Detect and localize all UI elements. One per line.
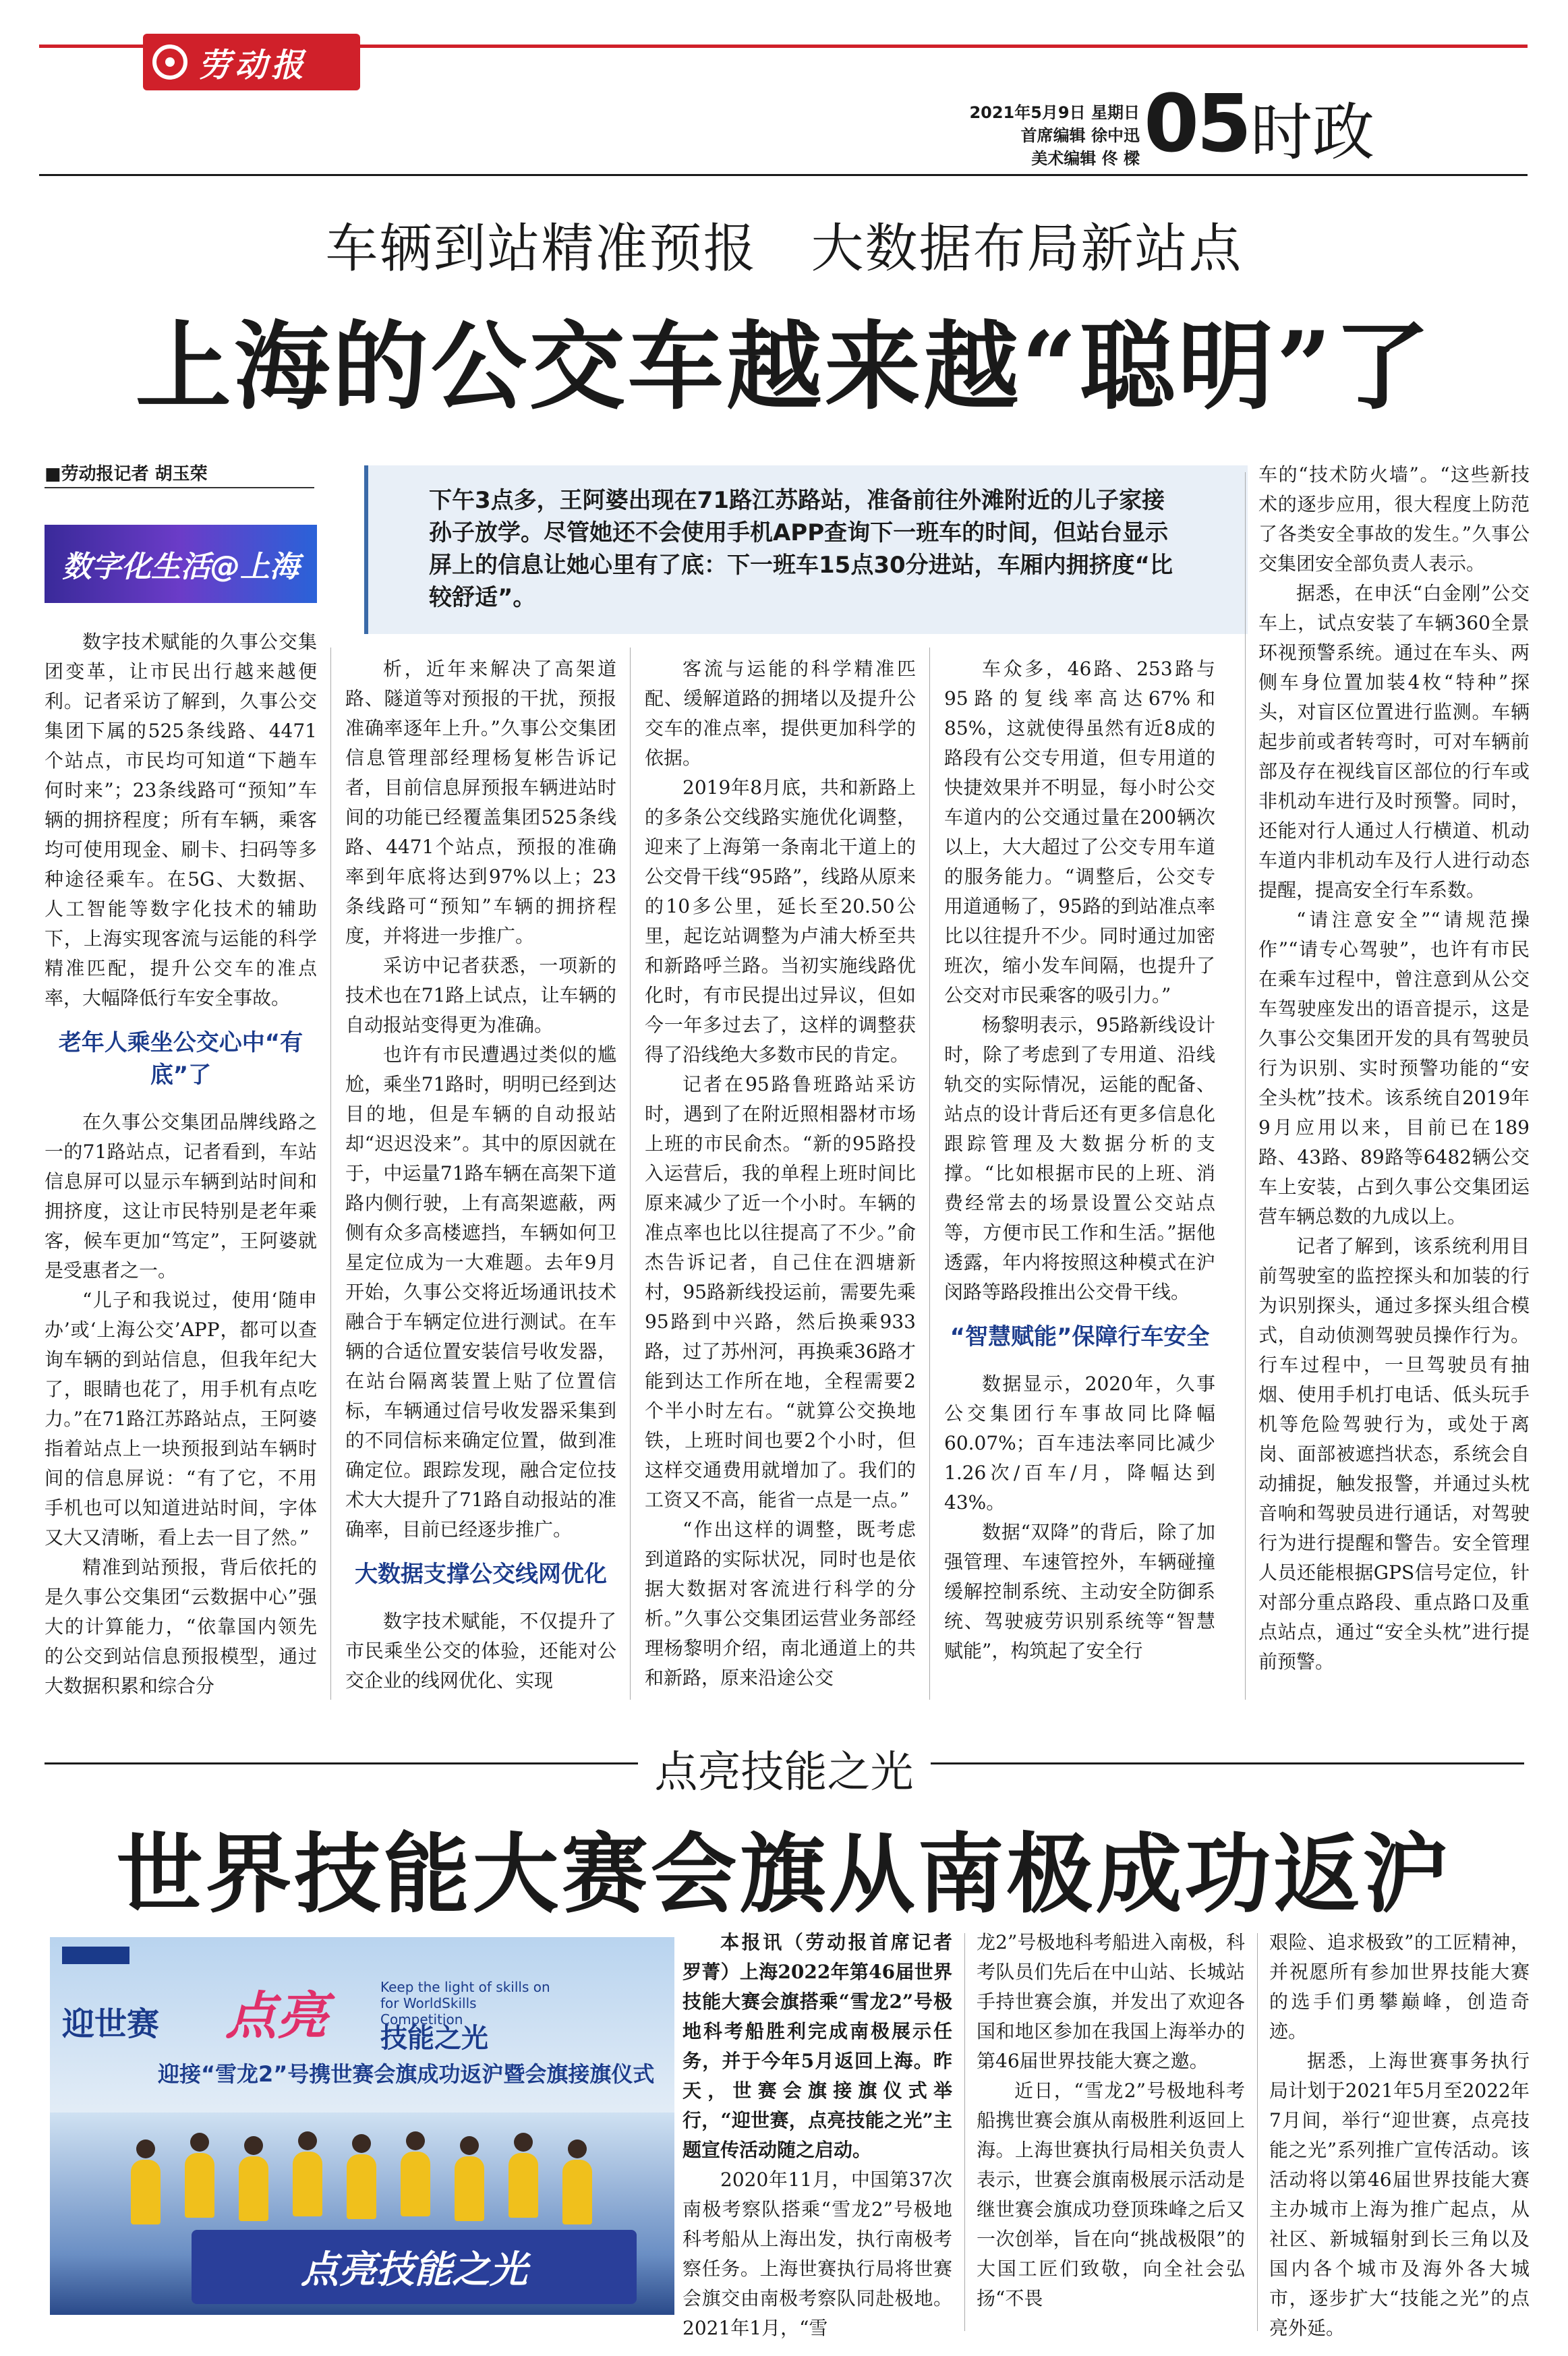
subheading: 老年人乘坐公交心中“有底”了 — [58, 1029, 303, 1089]
paragraph: “请注意安全”“请规范操作”“请专心驾驶”，也许有市民在乘车过程中，曾注意到从公交车驾驶座发出的语音提示，这是久事公交集团开发的具有驾驶员行为识别、实时预警功能的“安全头枕”技术。该系统自2019年9月应用以来，目前已在189路、43路、89路等6482辆公交车上安装，占到久事公交集团运营车辆总数的九成以上。 — [1258, 909, 1530, 1228]
column-separator — [330, 648, 331, 1700]
article2-column-2 — [977, 1928, 1245, 2339]
photo-subtitle: 技能之光 — [380, 2023, 488, 2054]
article1-column-5 — [1258, 460, 1530, 1713]
column-separator — [964, 1933, 965, 2331]
article2-headline: 世界技能大赛会旗从南极成功返沪 — [116, 1824, 1452, 1925]
column-separator — [1245, 472, 1246, 1700]
paragraph: 采访中记者获悉，一项新的技术也在71路上试点，让车辆的自动报站变得更为准确。 — [345, 954, 616, 1036]
newspaper-logo — [143, 34, 360, 90]
paragraph: 本报讯（劳动报首席记者 罗菁）上海2022年第46届世界技能大赛会旗搭乘“雪龙2”号极地科考船胜利完成南极展示任务，并于今年5月返回上海。昨天，世赛会旗接旗仪式举行，“迎世赛，点亮技能之光”主题宣传活动随之启动。 — [683, 1931, 952, 2161]
paragraph: 客流与运能的科学精准匹配、缓解道路的拥堵以及提升公交车的准点率，提供更加科学的依据。 — [645, 658, 916, 769]
article1-column-1 — [45, 627, 317, 1713]
paragraph: 数字技术赋能的久事公交集团变革，让市民出行越来越便利。记者采访了解到，久事公交集团下属的525条线路、4471个站点，市民均可知道“下趟车何时来”；23条线路可“预知”车辆的拥挤程度；所有车辆，乘客均可使用现金、刷卡、扫码等多种途径乘车。在5G、大数据、人工智能等数字化技术的辅助下，上海实现客流与运能的科学精准匹配，提升公交车的准点率，大幅降低行车安全事故。 — [45, 631, 317, 1009]
logo-mark-icon — [152, 45, 187, 80]
page-number: 05 — [1144, 77, 1250, 170]
paragraph: 数据“双降”的背后，除了加强管理、车速管控外，车辆碰撞缓解控制系统、主动安全防御系统、驾驶疲劳识别系统等“智慧赋能”，构筑起了安全行 — [944, 1521, 1215, 1662]
photo-person — [455, 2156, 484, 2221]
photo-person — [293, 2152, 322, 2216]
photo-person — [131, 2160, 161, 2224]
article2-column-3 — [1269, 1928, 1530, 2339]
photo-highlight: 点亮 — [225, 1986, 328, 2046]
photo-person — [562, 2160, 592, 2224]
article1-byline: ■劳动报记者 胡玉荣 — [45, 464, 208, 484]
digital-life-badge: 数字化生活@上海 — [45, 525, 317, 603]
byline-rule — [45, 487, 314, 488]
paragraph: 2020年11月，中国第37次南极考察队搭乘“雪龙2”号极地科考船从上海出发，执行南极考察任务。上海世赛执行局将世赛会旗交由南极考察队同赴极地。2021年1月，“雪 — [683, 2168, 952, 2339]
paragraph: 车众多，46路、253路与95路的复线率高达67%和85%，这就使得虽然有近8成的路段有公交专用道，但专用道的快捷效果并不明显，每小时公交车道内的公交通过量在200辆次以上，大大超过了公交专用车道的服务能力。“调整后，公交专用道通畅了，95路的到站准点率比以往提升不少。同时通过加密班次，缩小发车间隔，也提升了公交对市民乘客的吸引力。” — [944, 658, 1215, 1006]
photo-person — [239, 2156, 268, 2221]
paragraph: 近日，“雪龙2”号极地科考船携世赛会旗从南极胜利返回上海。上海世赛执行局相关负责人表示，世赛会旗南极展示活动是继世赛会旗成功登顶珠峰之后又一次创举，旨在向“挑战极限”的大国工匠们致敬，向全社会弘扬“不畏 — [977, 2079, 1245, 2309]
logo-text: 劳动报 — [198, 46, 308, 84]
paragraph: 精准到站预报，背后依托的是久事公交集团“云数据中心”强大的计算能力，“依靠国内领先的公交到站信息预报模型，通过大数据积累和综合分 — [45, 1556, 317, 1697]
article1-column-3 — [645, 654, 916, 1713]
article1-kicker: 车辆到站精准预报 大数据布局新站点 — [325, 219, 1243, 279]
subheading: 大数据支撑公交线网优化 — [355, 1561, 607, 1588]
masthead-bottom-rule — [39, 174, 1528, 176]
photo-logo — [62, 1947, 129, 1964]
article2-column-1 — [683, 1928, 952, 2339]
paragraph: 据悉，在申沃“白金刚”公交车上，试点安装了车辆360全景环视预警系统。通过在车头、两侧车身位置加装4枚“特种”探头，对盲区位置进行监测。车辆起步前或者转弯时，可对车辆前部及存在视线盲区部位的行车或非机动车进行及时预警。同时，还能对行人通过人行横道、机动车道内非机动车及行人进行动态提醒，提高安全行车系数。 — [1258, 582, 1530, 901]
photo-person — [185, 2153, 214, 2218]
article1-column-2 — [345, 654, 616, 1713]
section-name: 时政 — [1250, 96, 1375, 169]
paragraph: 记者在95路鲁班路站采访时，遇到了在附近照相器材市场上班的市民俞杰。“新的95路投入运营后，我的单程上班时间比原来减少了近一个小时。车辆的准点率也比以往提高了不少。”俞杰告诉记者，自己住在泗塘新村，95路新线投运前，需要先乘95路到中兴路，然后换乘933路，过了苏州河，再换乘36路才能到达工作所在地，全程需要2个半小时左右。“就算公交换地铁，上班时间也要2个小时，但这样交通费用就增加了。我们的工资又不高，能省一点是一点。” — [645, 1073, 916, 1511]
photo-person — [509, 2153, 538, 2218]
article2-section-title: 点亮技能之光 — [654, 1748, 914, 1798]
news-photo — [50, 1937, 674, 2315]
photo-person — [401, 2152, 430, 2216]
column-separator — [929, 648, 930, 1700]
paragraph: 数据显示，2020年，久事公交集团行车事故同比降幅60.07%；百车违法率同比减少1.26次/百车/月，降幅达到43%。 — [944, 1373, 1215, 1514]
paragraph: 据悉，上海世赛事务执行局计划于2021年5月至2022年7月间，举行“迎世赛，点亮技能之光”系列推广宣传活动。该活动将以第46届世界技能大赛主办城市上海为推广起点，从社区、新城辐射到长三角以及国内各个城市及海外各大城市，逐步扩大“技能之光”的点亮外延。 — [1269, 2050, 1530, 2339]
paragraph: 在久事公交集团品牌线路之一的71路站点，记者看到，车站信息屏可以显示车辆到站时间和拥挤度，这让市民特别是老年乘客，候车更加“笃定”，王阿婆就是受惠者之一。 — [45, 1111, 317, 1282]
photo-english: Keep the light of skills on for WorldSkills Competition — [380, 1979, 550, 2028]
paragraph: 数字技术赋能，不仅提升了市民乘坐公交的体验，还能对公交企业的线网优化、实现 — [345, 1610, 616, 1692]
column-separator — [1257, 1933, 1258, 2331]
date-line: 2021年5月9日 星期日 — [969, 103, 1140, 122]
subheading: “智慧赋能”保障行车安全 — [950, 1323, 1210, 1350]
photo-banner: 迎接“雪龙2”号携世赛会旗成功返沪暨会旗接旗仪式 — [158, 2061, 655, 2087]
paragraph: 龙2”号极地科考船进入南极，科考队员们先后在中山站、长城站手持世赛会旗，并发出了欢迎各国和地区参加在我国上海举办的第46届世界技能大赛之邀。 — [977, 1931, 1245, 2072]
chief-editor: 首席编辑 徐中迅 — [1020, 126, 1140, 145]
paragraph: 杨黎明表示，95路新线设计时，除了考虑到了专用道、沿线轨交的实际情况，运能的配备、站点的设计背后还有更多信息化跟踪管理及大数据分析的支撑。“比如根据市民的上班、消费经常去的场景设置公交站点等，方便市民工作和生活。”据他透露，年内将按照这种模式在沪闵路等路段推出公交骨干线。 — [944, 1014, 1215, 1303]
edition-meta — [937, 101, 1140, 170]
photo-person — [347, 2154, 376, 2219]
article1-headline: 上海的公交车越来越“聪明”了 — [135, 311, 1433, 423]
paragraph: 车的“技术防火墙”。“这些新技术的逐步应用，很大程度上防范了各类安全事故的发生。”久事公交集团安全部负责人表示。 — [1258, 463, 1530, 575]
paragraph: 析，近年来解决了高架道路、隧道等对预报的干扰，预报准确率逐年上升。”久事公交集团信息管理部经理杨复彬告诉记者，目前信息屏预报车辆进站时间的功能已经覆盖集团525条线路、4471个站点，预报的准确率到年底将达到97%以上；23条线路可“预知”车辆的拥挤程度，并将进一步推广。 — [345, 658, 616, 947]
photo-title: 迎世赛 — [62, 2005, 160, 2043]
art-editor: 美术编辑 佟 樑 — [1031, 149, 1140, 168]
paragraph: 2019年8月底，共和新路上的多条公交线路实施优化调整，迎来了上海第一条南北干道上的公交骨干线“95路”，线路从原来的10多公里，延长至20.50公里，起讫站调整为卢浦大桥至共和新路呼兰路。当初实施线路优化时，有市民提出过异议，但如今一年多过去了，这样的调整获得了沿线绝大多数市民的肯定。 — [645, 776, 916, 1066]
paragraph: 记者了解到，该系统利用目前驾驶室的监控探头和加装的行为识别探头，通过多探头组合模式，自动侦测驾驶员操作行为。行车过程中，一旦驾驶员有抽烟、使用手机打电话、低头玩手机等危险驾驶行为，或处于离岗、面部被遮挡状态，系统会自动捕捉，触发报警，并通过头枕音响和驾驶员进行通话，对驾驶行为进行提醒和警告。安全管理人员还能根据GPS信号定位，针对部分重点路段、重点路口及重点站点，通过“安全头枕”进行提前预警。 — [1258, 1235, 1530, 1673]
paragraph: “儿子和我说过，使用‘随申办’或‘上海公交’APP，都可以查询车辆的到站信息，但我年纪大了，眼睛也花了，用手机有点吃力。”在71路江苏路站点，王阿婆指着站点上一块预报到站车辆时间的信息屏说：“有了它，不用手机也可以知道进站时间，字体又大又清晰，看上去一目了然。” — [45, 1289, 317, 1549]
column-separator — [630, 648, 631, 1700]
paragraph: 艰险、追求极致”的工匠精神，并祝愿所有参加世界技能大赛的选手们勇攀巅峰，创造奇迹。 — [1269, 1931, 1530, 2042]
photo-stage-sign: 点亮技能之光 — [192, 2230, 637, 2304]
paragraph: “作出这样的调整，既考虑到道路的实际状况，同时也是依据大数据对客流进行科学的分析。”久事公交集团运营业务部经理杨黎明介绍，南北通道上的共和新路，原来沿途公交 — [645, 1518, 916, 1689]
paragraph: 也许有市民遭遇过类似的尴尬，乘坐71路时，明明已经到达目的地，但是车辆的自动报站却“迟迟没来”。其中的原因就在于，中运量71路车辆在高架下道路内侧行驶，上有高架遮蔽，两侧有众多高楼遮挡，车辆如何卫星定位成为一大难题。去年9月开始，久事公交将近场通讯技术融合于车辆定位进行测试。在车辆的合适位置安装信号收发器，在站台隔离装置上贴了位置信标，车辆通过信号收发器采集到的不同信标来确定位置，做到准确定位。跟踪发现，融合定位技术大大提升了71路自动报站的准确率，目前已经逐步推广。 — [345, 1043, 616, 1541]
article1-lead: 下午3点多，王阿婆出现在71路江苏路站，准备前往外滩附近的儿子家接孙子放学。尽管她还不会使用手机APP查询下一班车的时间，但站台显示屏上的信息让她心里有了底：下一班车15点30分进站，车厢内拥挤度“比较舒适”。 — [364, 465, 1248, 634]
article1-column-4 — [944, 654, 1215, 1713]
